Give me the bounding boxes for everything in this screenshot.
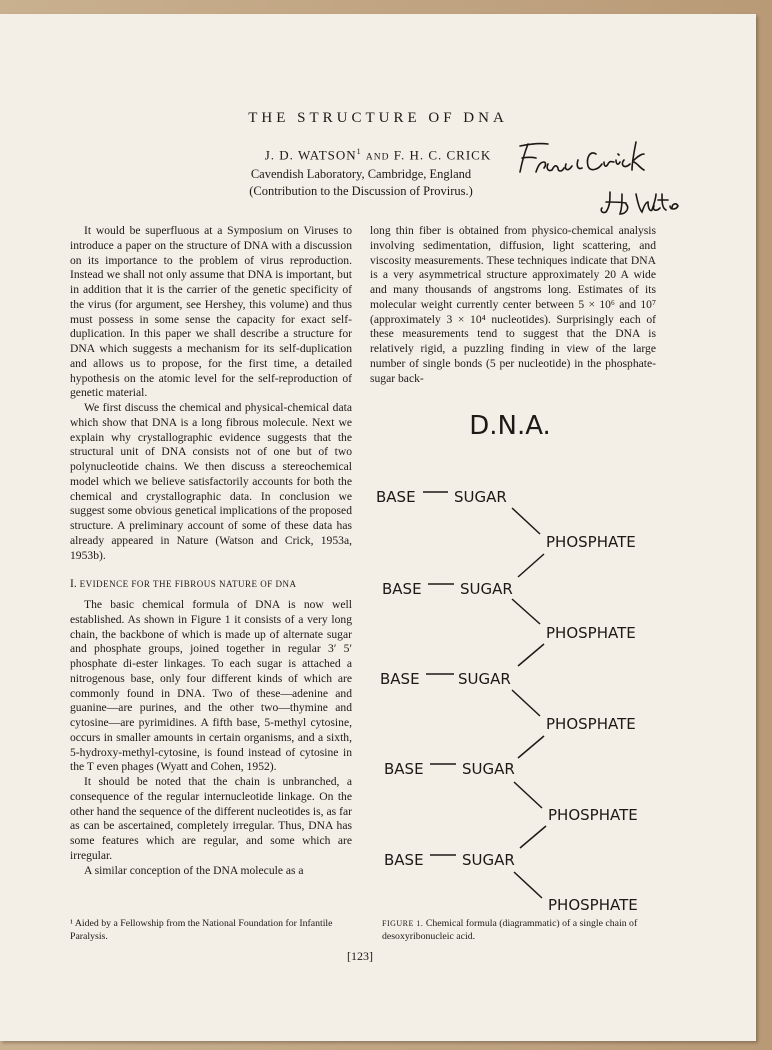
phosphate-label: PHOSPHATE [546, 624, 636, 642]
sugar-label: SUGAR [454, 488, 507, 506]
affiliation-institution: Cavendish Laboratory, Cambridge, England [250, 167, 472, 181]
sugar-phosphate-bond [514, 872, 542, 898]
signature-watson [596, 184, 686, 224]
phosphate-label: PHOSPHATE [548, 806, 638, 824]
base-label: BASE [384, 760, 424, 778]
base-label: BASE [382, 580, 422, 598]
paper-title: THE STRUCTURE OF DNA [248, 110, 508, 126]
signature-crick [500, 132, 670, 192]
phosphate-label: PHOSPHATE [548, 896, 638, 914]
left-text-column [70, 224, 352, 878]
phosphate-sugar-bond [520, 826, 546, 848]
footnote-marker: 1 [356, 147, 362, 156]
paper-page [0, 14, 756, 1041]
section-number: I. [70, 577, 77, 591]
paragraph: A similar conception of the DNA molecule as a [84, 863, 304, 877]
phosphate-sugar-bond [518, 736, 544, 758]
affiliation-note: (Contribution to the Discussion of Provirus.) [249, 184, 473, 198]
phosphate-sugar-bond [518, 644, 544, 666]
sugar-label: SUGAR [462, 760, 515, 778]
paragraph: long thin fiber is obtained from physico-chemical analysis involving sedimentation, diffusion, light scattering, and viscosity measurements. These techniques indicate that DNA is a very asymmetrical structure approximately 20 A wide and many thousands of angstroms long. Estimates of its molecular weight currently center between 5 × 10⁶ and 10⁷ (approximately 3 × 10⁴ nucleotides). Surprisingly each of these measurements tend to suggest that the DNA is relatively rigid, a puzzling finding in view of the large number of single bonds (5 per nucleotide) in the phosphate-sugar back- [370, 224, 656, 385]
footnote: ¹ Aided by a Fellowship from the National Foundation for Infantile Paralysis. [70, 918, 333, 942]
sugar-label: SUGAR [460, 580, 513, 598]
sugar-label: SUGAR [462, 851, 515, 869]
paragraph: The basic chemical formula of DNA is now well established. As shown in Figure 1 it consists of a very long chain, the backbone of which is made up of alternate sugar and phosphate groups, joined together in regular 3′ 5′ phosphate di-ester linkages. To each sugar is attached a nitrogenous base, only four different kinds of which are commonly found in DNA. Two of these—adenine and guanine—are purines, and the other two—thymine and cytosine—are pyrimidines. A fifth base, 5-methyl cytosine, occurs in smaller amounts in certain organisms, and a sixth, 5-hydroxy-methyl-cytosine, is found instead of cytosine in the T even phages (Wyatt and Cohen, 1952). [70, 598, 352, 774]
sugar-phosphate-bond [512, 599, 540, 624]
figure-heading: D.N.A. [469, 411, 551, 441]
phosphate-label: PHOSPHATE [546, 533, 636, 551]
author-conjunction: AND [365, 152, 390, 163]
paragraph: We first discuss the chemical and physical-chemical data which show that DNA is a long fibrous molecule. Next we explain why crystallographic evidence suggests that the structural unit of DNA consists not of one but of two polynucleotide chains. We then discuss a stereochemical model which we believe satisfactorily accounts for both the chemical and crystallographic data. In conclusion we suggest some obvious genetical implications of the proposed structure. A preliminary account of some of these data has already appeared in Nature (Watson and Crick, 1953a, 1953b). [70, 401, 352, 562]
dna-chain-figure [360, 404, 670, 924]
sugar-phosphate-bond [512, 690, 540, 716]
right-text-column [370, 224, 656, 386]
sugar-phosphate-bond [514, 782, 542, 808]
author-crick: F. H. C. CRICK [393, 147, 492, 163]
paragraph: It should be noted that the chain is unbranched, a consequence of the regular internucleotide linkage. On the other hand the sequence of the different nucleotides is, as far as can be ascertained, completely irregular. Thus, DNA has some features which are regular, and some which are irregular. [70, 775, 352, 862]
sugar-phosphate-bond [512, 508, 540, 534]
caption-text: Chemical formula (diagrammatic) of a single chain of desoxyribonucleic acid. [382, 918, 638, 942]
caption-label: FIGURE 1. [382, 919, 424, 928]
paragraph: It would be superfluous at a Symposium on Viruses to introduce a paper on the structure of DNA with a discussion on its importance to the problem of virus reproduction. Instead we shall not only assume that DNA is important, but in addition that it is the carrier of the genetic specificity of the virus (for argument, see Hershey, this volume) and thus must possess in some sense the capacity for exact self-duplication. In this paper we shall describe a structure for DNA which suggests a mechanism for its self-duplication and allows us to propose, for the first time, a detailed hypothesis on the atomic level for the self-reproduction of genetic material. [70, 224, 352, 400]
base-label: BASE [384, 851, 424, 869]
section-heading [70, 577, 352, 592]
page-number: [123] [347, 949, 373, 963]
author-watson: J. D. WATSON [264, 147, 357, 163]
base-label: BASE [376, 488, 416, 506]
base-label: BASE [380, 670, 420, 688]
figure-caption [382, 918, 672, 943]
section-title: EVIDENCE FOR THE FIBROUS NATURE OF DNA [79, 579, 297, 590]
phosphate-sugar-bond [518, 554, 544, 577]
sugar-label: SUGAR [458, 670, 511, 688]
phosphate-label: PHOSPHATE [546, 715, 636, 733]
